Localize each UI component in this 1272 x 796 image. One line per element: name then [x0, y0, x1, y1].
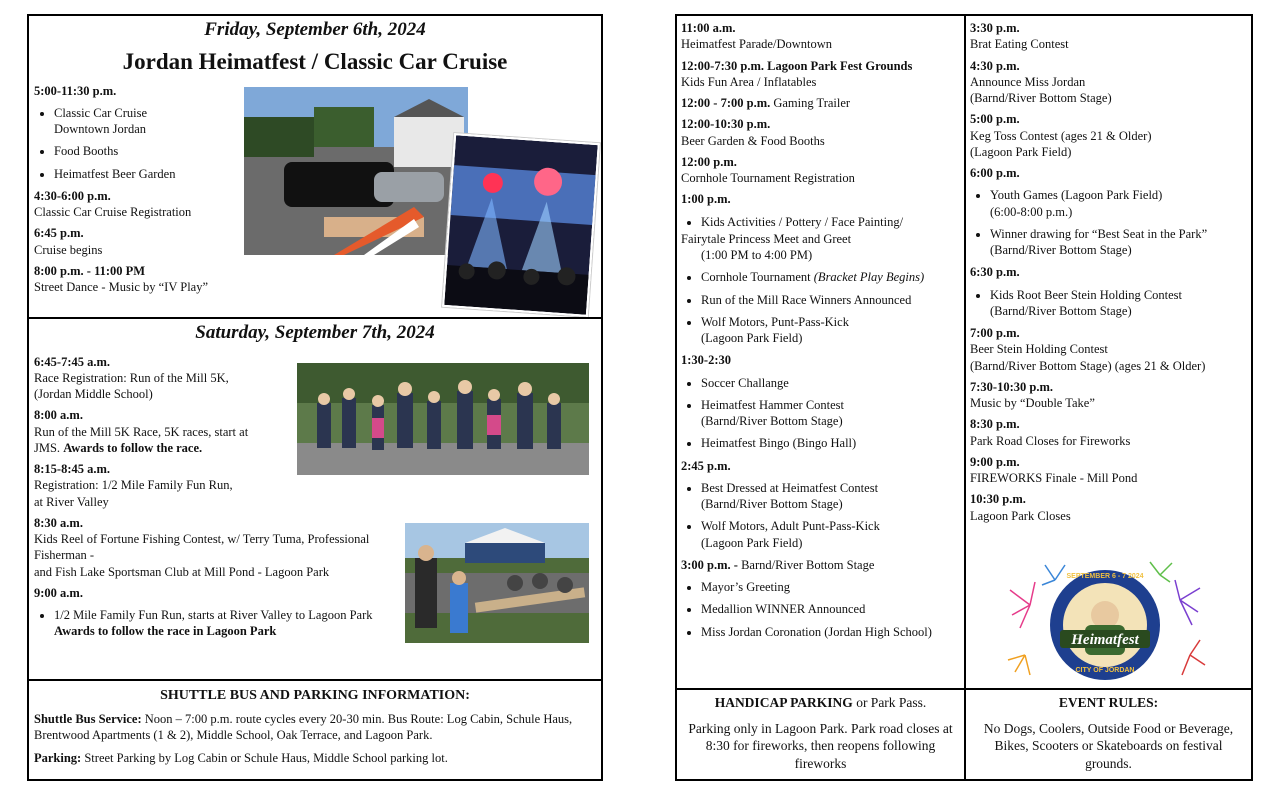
event-time: 8:15-8:45 a.m. [34, 462, 111, 477]
shuttle-title: SHUTTLE BUS AND PARKING INFORMATION: [160, 688, 470, 703]
shuttle-service-text: Noon – 7:00 p.m. route cycles every 20-30 min. Bus Route: Log Cabin, Schule Haus, Brentwood Apartments (1 & 2), Middle School, Oak Terrace, and Lagoon Park. [34, 712, 573, 743]
event-desc: Kids Reel of Fortune Fishing Contest, w/ Terry Tuma, Professional [34, 532, 370, 547]
list-item: • Wolf Motors, Adult Punt-Pass-Kick (Lagoon Park Field) [701, 518, 960, 551]
list-item: • Winner drawing for “Best Seat in the Park” (Barnd/River Bottom Stage) [990, 226, 1247, 259]
event-time: 9:00 p.m. [970, 454, 1020, 469]
event-desc: Gaming Trailer [773, 96, 851, 110]
event-desc: and Fish Lake Sportsman Club at Mill Pond - Lagoon Park [34, 564, 330, 579]
list-item: • Mayor’s Greeting [701, 579, 960, 595]
event-time: 8:00 p.m. - 11:00 PM [34, 263, 146, 278]
event-desc: (Lagoon Park Field) [970, 144, 1072, 159]
heimatfest-logo [1000, 560, 1210, 685]
event-time: 10:30 p.m. [970, 492, 1026, 507]
event-desc: Street Dance - Music by “IV Play” [34, 280, 209, 295]
event-time: 12:00-7:30 p.m. Lagoon Park Fest Grounds [681, 58, 913, 73]
event-desc: Kids Fun Area / Inflatables [681, 74, 817, 89]
event-time: 6:45 p.m. [34, 226, 84, 241]
fishing-contest-photo [405, 523, 589, 643]
event-time: 7:30-10:30 p.m. [970, 379, 1053, 394]
event-desc: (Jordan Middle School) [34, 387, 153, 402]
event-time: 8:00 a.m. [34, 408, 83, 423]
event-note: Awards to follow the race. [63, 440, 203, 455]
event-desc: Race Registration: Run of the Mill 5K, [34, 370, 229, 385]
parking-label: Parking: [34, 750, 82, 765]
event-time: 9:00 a.m. [34, 585, 83, 600]
event-desc: Keg Toss Contest (ages 21 & Older) [970, 128, 1152, 143]
event-desc: Beer Garden & Food Booths [681, 133, 825, 148]
event-time: 6:30 p.m. [970, 265, 1020, 280]
event-time: 4:30-6:00 p.m. [34, 188, 111, 203]
event-desc: Fairytale Princess Meet and Greet [681, 231, 852, 246]
list-item: • Miss Jordan Coronation (Jordan High School) [701, 624, 960, 640]
event-time: 8:30 a.m. [34, 515, 83, 530]
rules-text: No Dogs, Coolers, Outside Food or Beverage, Bikes, Scooters or Skateboards on festival grounds. [983, 720, 1234, 771]
event-desc: Beer Stein Holding Contest [970, 342, 1108, 357]
list-item: • Kids Root Beer Stein Holding Contest (Barnd/River Bottom Stage) [990, 287, 1247, 320]
event-time: 12:00 p.m. [681, 154, 737, 169]
saturday-title: Saturday, September 7th, 2024 [195, 322, 435, 343]
handicap-text: Parking only in Lagoon Park. Park road closes at 8:30 for fireworks, then reopens following fireworks [688, 720, 953, 771]
event-rules-section [964, 688, 1253, 781]
event-time: 2:45 p.m. [681, 458, 731, 473]
event-time: 7:00 p.m. [970, 326, 1020, 340]
event-desc: Fisherman - [34, 548, 95, 563]
event-desc: Music by “Double Take” [970, 396, 1095, 410]
logo-name: Heimatfest [1071, 632, 1139, 648]
event-desc: Cornhole Tournament Registration [681, 171, 855, 185]
event-desc: Park Road Closes for Fireworks [970, 433, 1131, 448]
list-item: • Best Dressed at Heimatfest Contest (Barnd/River Bottom Stage) [701, 480, 960, 513]
list-item: • Medallion WINNER Announced [701, 601, 960, 617]
event-desc: (1:00 PM to 4:00 PM) [701, 248, 813, 262]
event-desc: Cruise begins [34, 242, 103, 257]
event-time: 8:30 p.m. [970, 417, 1020, 432]
event-desc: Barnd/River Bottom Stage [741, 557, 875, 572]
event-desc: (Barnd/River Bottom Stage) (ages 21 & Older) [970, 358, 1206, 373]
event-desc: FIREWORKS Finale - Mill Pond [970, 471, 1138, 485]
event-time: 12:00-10:30 p.m. [681, 117, 771, 132]
friday-subtitle: Jordan Heimatfest / Classic Car Cruise [122, 48, 508, 74]
handicap-title-rest: or Park Pass. [852, 695, 927, 710]
list-item: • Heimatfest Hammer Contest (Barnd/River Bottom Stage) [701, 397, 960, 430]
logo-top-text: SEPTEMBER 6 - 7 2024 [1066, 573, 1144, 580]
shuttle-service-label: Shuttle Bus Service: [34, 712, 142, 727]
event-time: 12:00 - 7:00 p.m. [681, 96, 771, 110]
event-desc: at River Valley [34, 494, 109, 509]
event-time: 11:00 a.m. [681, 21, 736, 35]
parking-text: Street Parking by Log Cabin or Schule Haus, Middle School parking lot. [81, 750, 448, 765]
event-desc: Brat Eating Contest [970, 37, 1069, 52]
list-item: • Heimatfest Bingo (Bingo Hall) [701, 435, 960, 451]
friday-title: Friday, September 6th, 2024 [204, 19, 426, 40]
list-item: • Wolf Motors, Punt-Pass-Kick (Lagoon Park Field) [701, 314, 960, 347]
list-item: • Kids Activities / Pottery / Face Painting/ [701, 214, 960, 230]
event-time: 1:30-2:30 [681, 353, 731, 368]
event-desc: Heimatfest Parade/Downtown [681, 37, 833, 52]
event-time: 6:45-7:45 a.m. [34, 354, 111, 369]
event-time: 3:30 p.m. [970, 21, 1020, 35]
handicap-title: HANDICAP PARKING [714, 695, 853, 710]
logo-bottom-text: CITY OF JORDAN [1075, 667, 1135, 674]
list-item: • 1/2 Mile Family Fun Run, starts at River Valley to Lagoon Park Awards to follow the race in Lagoon Park [54, 607, 596, 640]
event-time: 3:00 p.m. - [681, 557, 742, 572]
concert-photo [442, 133, 600, 317]
event-desc: Run of the Mill 5K Race, 5K races, start at [34, 424, 249, 439]
event-time: 4:30 p.m. [970, 58, 1020, 73]
event-desc: JMS. [34, 440, 61, 455]
shuttle-section [27, 679, 603, 781]
handicap-parking-section [675, 688, 966, 781]
event-desc: Lagoon Park Closes [970, 508, 1071, 523]
list-item: • Heimatfest Beer Garden [54, 166, 596, 182]
list-item: • Youth Games (Lagoon Park Field) (6:00-8:00 p.m.) [990, 187, 1247, 220]
runners-photo [297, 363, 589, 475]
car-cruise-photo [244, 87, 468, 255]
event-time: 6:00 p.m. [970, 166, 1020, 180]
list-item: • Run of the Mill Race Winners Announced [701, 292, 960, 308]
event-desc: (Barnd/River Bottom Stage) [970, 91, 1112, 105]
event-desc: Classic Car Cruise Registration [34, 205, 192, 220]
saturday-column-2 [675, 14, 966, 690]
list-item: • Cornhole Tournament (Bracket Play Begins) [701, 269, 960, 285]
event-time: 1:00 p.m. [681, 192, 731, 207]
event-desc: Announce Miss Jordan [970, 74, 1086, 89]
event-desc: Registration: 1/2 Mile Family Fun Run, [34, 478, 233, 493]
event-time: 5:00-11:30 p.m. [34, 83, 117, 98]
rules-title: EVENT RULES: [1058, 695, 1159, 710]
list-item: • Food Booths [54, 143, 596, 159]
list-item: • Classic Car Cruise Downtown Jordan [54, 105, 596, 138]
event-time: 5:00 p.m. [970, 112, 1020, 127]
list-item: • Soccer Challange [701, 375, 960, 391]
